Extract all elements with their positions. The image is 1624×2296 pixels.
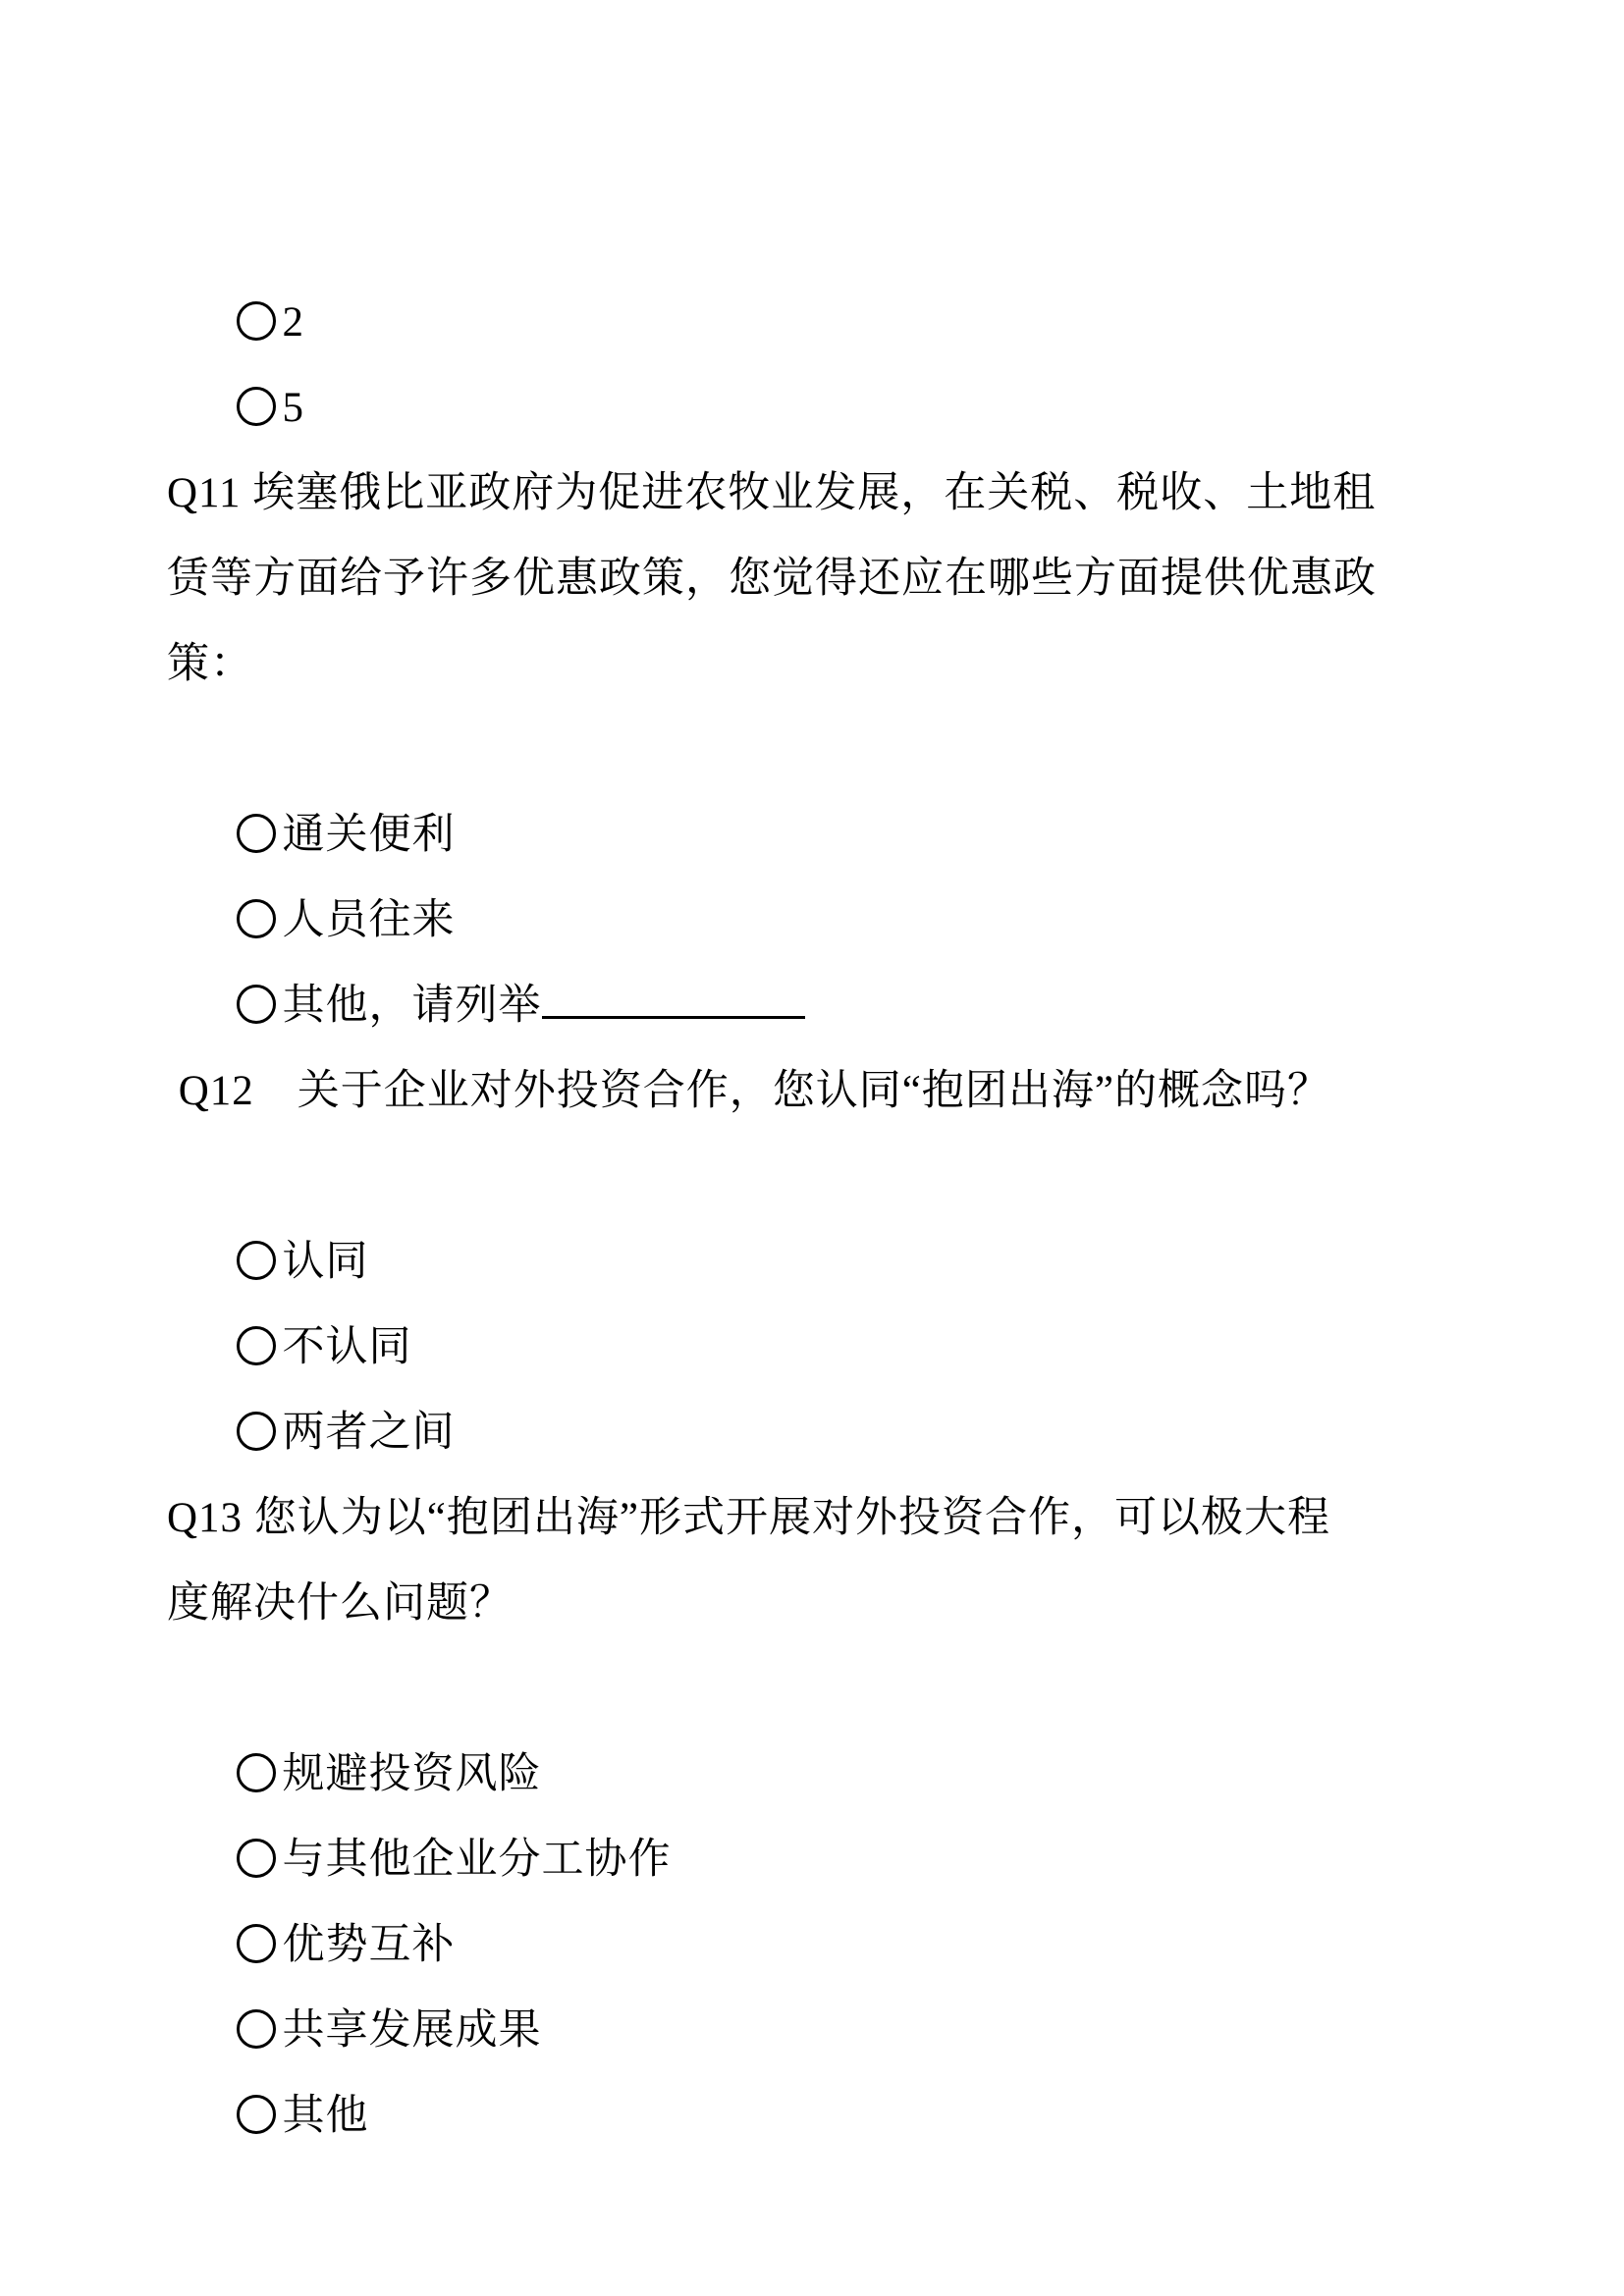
question-text-line: 度解决什么问题？ — [167, 1580, 513, 1627]
option-label: 人员往来 — [282, 897, 456, 943]
radio-option[interactable] — [167, 1134, 1467, 1285]
spacer — [167, 365, 1467, 451]
radio-circle-icon[interactable] — [237, 814, 276, 853]
question-q11 — [167, 451, 1467, 1029]
question-text-line: Q11 埃塞俄比亚政府为促进农牧业发展，在关税、税收、土地租 — [167, 470, 1377, 516]
radio-option[interactable] — [167, 1646, 1467, 1797]
option-label: 与其他企业分工协作 — [282, 1837, 672, 1883]
question-text-line: Q12 关于企业对外投资合作，您认同“抱团出海”的概念吗？ — [167, 1068, 1330, 1114]
question-text-line: 赁等方面给予许多优惠政策，您觉得还应在哪些方面提供优惠政 — [167, 556, 1377, 602]
option-label: 其他，请列举 — [282, 983, 542, 1029]
radio-circle-icon[interactable] — [237, 2095, 276, 2134]
question-q12 — [167, 1048, 1467, 1456]
radio-circle-icon[interactable] — [237, 985, 276, 1024]
radio-option[interactable] — [167, 280, 1467, 431]
option-label: 优势互补 — [282, 1922, 456, 1968]
radio-circle-icon[interactable] — [237, 1326, 276, 1365]
leading-options-group — [167, 194, 1467, 431]
radio-option[interactable] — [167, 707, 1467, 858]
option-label: 两者之间 — [282, 1410, 456, 1456]
option-label: 共享发展成果 — [282, 2007, 542, 2054]
question-text-line: 策： — [167, 641, 253, 687]
question-q13 — [167, 1475, 1467, 2139]
radio-circle-icon[interactable] — [237, 1924, 276, 1963]
option-label: 认同 — [282, 1239, 369, 1285]
radio-circle-icon[interactable] — [237, 301, 276, 341]
option-label: 不认同 — [282, 1324, 412, 1370]
option-label: 通关便利 — [282, 812, 456, 858]
option-label: 其他 — [282, 2093, 369, 2139]
radio-option[interactable] — [167, 194, 1467, 346]
radio-circle-icon[interactable] — [237, 1753, 276, 1792]
radio-circle-icon[interactable] — [237, 1241, 276, 1280]
radio-circle-icon[interactable] — [237, 1412, 276, 1451]
radio-circle-icon[interactable] — [237, 899, 276, 938]
question-text-line: Q13 您认为以“抱团出海”形式开展对外投资合作，可以极大程 — [167, 1495, 1330, 1541]
radio-circle-icon[interactable] — [237, 387, 276, 426]
radio-circle-icon[interactable] — [237, 2009, 276, 2049]
option-label: 规避投资风险 — [282, 1751, 542, 1797]
option-label: 2 — [282, 299, 304, 346]
radio-circle-icon[interactable] — [237, 1839, 276, 1878]
fill-in-blank[interactable] — [542, 971, 805, 1019]
option-label: 5 — [282, 385, 304, 431]
